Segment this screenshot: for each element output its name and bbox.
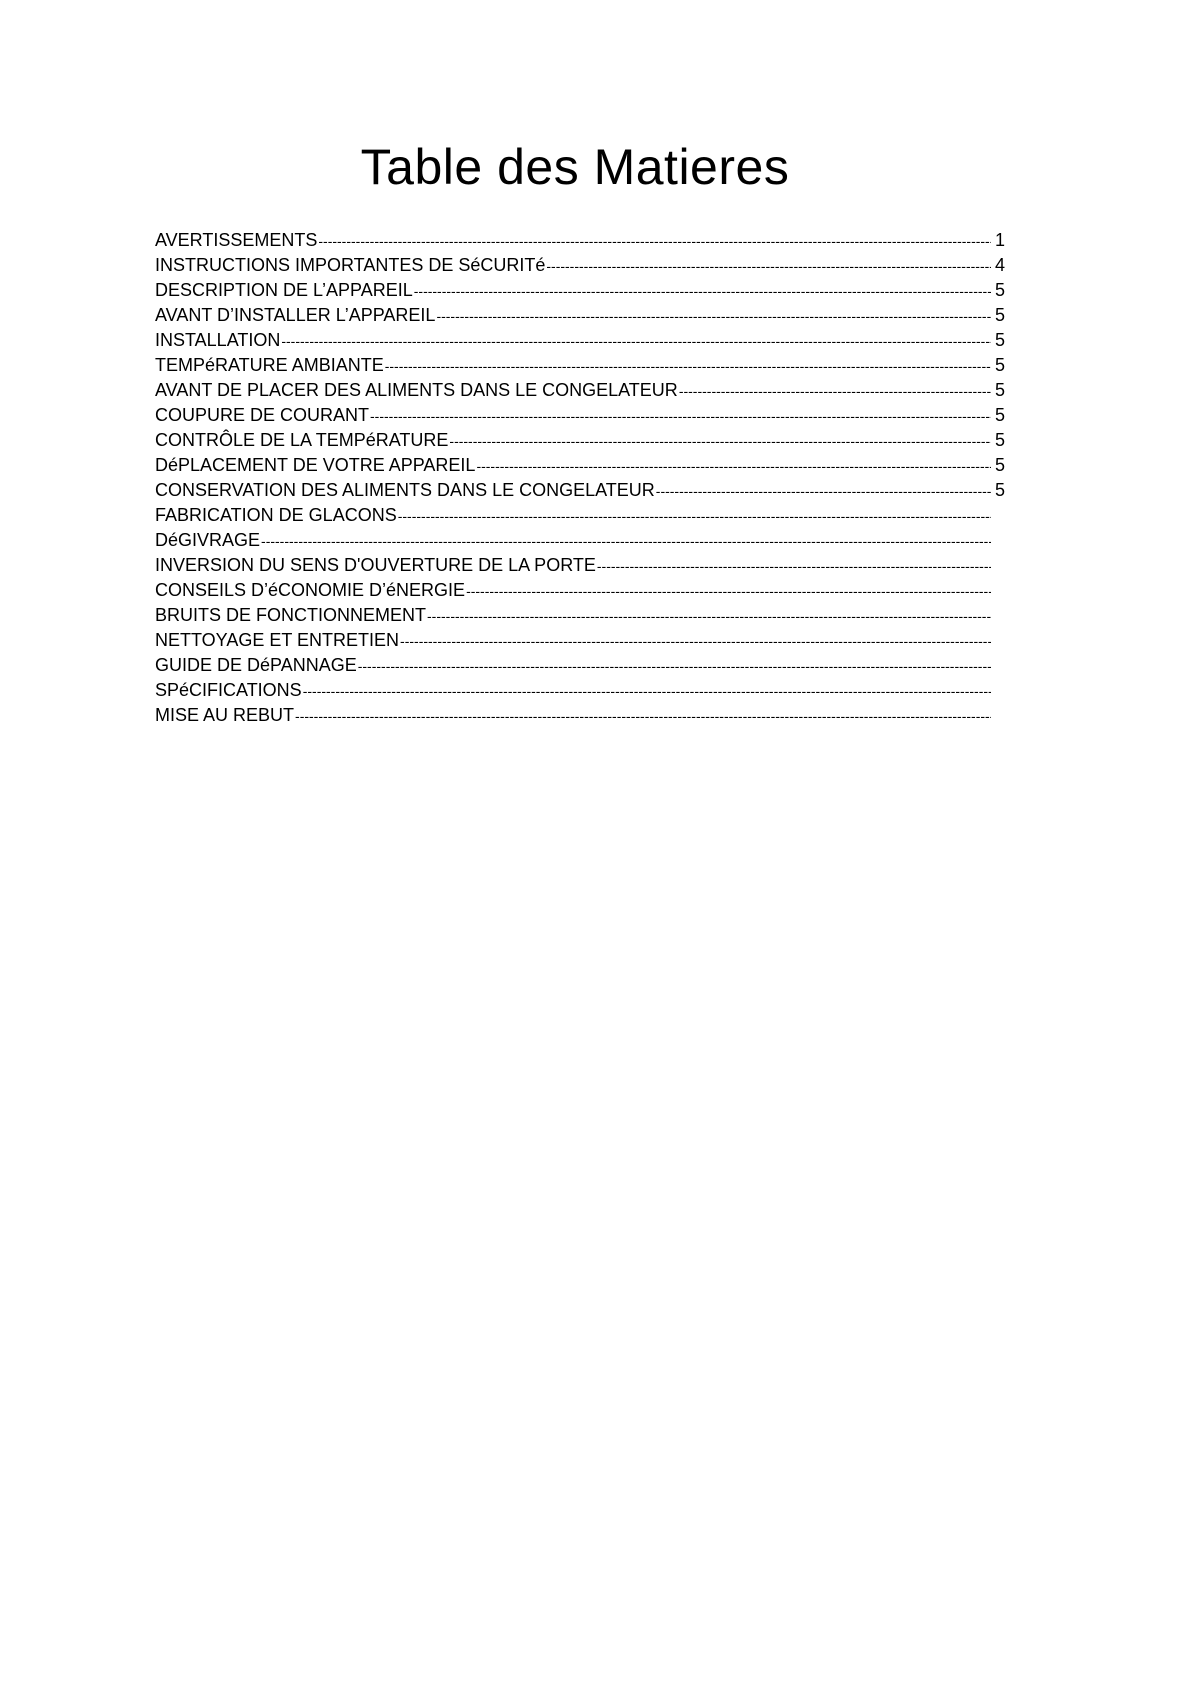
toc-leader-dashes [427,604,991,628]
toc-entry-label: INSTALLATION [155,330,281,350]
toc-entry-page: 5 [994,330,1005,350]
toc-entry [155,703,1005,728]
toc-entry-label: CONSERVATION DES ALIMENTS DANS LE CONGELATEUR [155,480,655,500]
toc-entry-page: 5 [994,480,1005,500]
toc-entry [155,228,1005,253]
table-of-contents [155,228,1005,728]
toc-leader-dashes [318,229,991,253]
toc-leader-dashes [656,479,991,503]
toc-entry [155,553,1005,578]
toc-entry [155,403,1005,428]
toc-entry-label: TEMPéRATURE AMBIANTE [155,355,384,375]
toc-entry-label: AVANT D’INSTALLER L’APPAREIL [155,305,436,325]
toc-entry-page: 5 [994,280,1005,300]
toc-entry-page: 5 [994,430,1005,450]
toc-entry-label: CONSEILS D’éCONOMIE D’éNERGIE [155,580,466,600]
toc-leader-dashes [358,654,991,678]
toc-leader-dashes [449,429,991,453]
toc-leader-dashes [398,504,991,528]
toc-entry-page: 5 [994,405,1005,425]
toc-entry-page: 5 [994,355,1005,375]
toc-leader-dashes [466,579,991,603]
toc-entry [155,628,1005,653]
toc-entry [155,378,1005,403]
toc-entry [155,278,1005,303]
toc-entry-label: BRUITS DE FONCTIONNEMENT [155,605,427,625]
toc-entry-page: 5 [994,305,1005,325]
toc-leader-dashes [546,254,991,278]
toc-entry-label: NETTOYAGE ET ENTRETIEN [155,630,400,650]
page-title: Table des Matieres [360,139,790,195]
toc-leader-dashes [679,379,991,403]
toc-leader-dashes [476,454,991,478]
toc-leader-dashes [414,279,991,303]
toc-entry-label: DESCRIPTION DE L’APPAREIL [155,280,413,300]
toc-entry-label: COUPURE DE COURANT [155,405,370,425]
toc-entry [155,478,1005,503]
toc-entry [155,653,1005,678]
toc-leader-dashes [295,704,991,728]
toc-leader-dashes [370,404,991,428]
toc-leader-dashes [597,554,991,578]
toc-entry-label: AVERTISSEMENTS [155,230,318,250]
toc-entry [155,578,1005,603]
toc-entry [155,303,1005,328]
toc-leader-dashes [261,529,991,553]
toc-entry-label: INVERSION DU SENS D'OUVERTURE DE LA PORTE [155,555,596,575]
toc-entry-label: FABRICATION DE GLACONS [155,505,397,525]
toc-entry [155,453,1005,478]
toc-entry-label: SPéCIFICATIONS [155,680,302,700]
toc-entry-label: CONTRÔLE DE LA TEMPéRATURE [155,430,449,450]
toc-leader-dashes [436,304,991,328]
toc-entry [155,503,1005,528]
toc-entry-label: INSTRUCTIONS IMPORTANTES DE SéCURITé [155,255,546,275]
toc-entry [155,428,1005,453]
toc-entry [155,528,1005,553]
toc-leader-dashes [281,329,991,353]
toc-entry-label: DéGIVRAGE [155,530,261,550]
toc-entry-label: AVANT DE PLACER DES ALIMENTS DANS LE CONGELATEUR [155,380,678,400]
toc-entry-page: 5 [994,455,1005,475]
toc-entry [155,603,1005,628]
toc-entry [155,328,1005,353]
toc-entry-label: GUIDE DE DéPANNAGE [155,655,357,675]
toc-entry-page: 4 [994,255,1005,275]
toc-leader-dashes [303,679,991,703]
toc-entry-label: DéPLACEMENT DE VOTRE APPAREIL [155,455,476,475]
toc-leader-dashes [400,629,991,653]
toc-entry-page: 5 [994,380,1005,400]
toc-entry [155,678,1005,703]
toc-entry [155,253,1005,278]
toc-entry [155,353,1005,378]
toc-leader-dashes [385,354,991,378]
toc-entry-label: MISE AU REBUT [155,705,295,725]
toc-entry-page: 1 [994,230,1005,250]
